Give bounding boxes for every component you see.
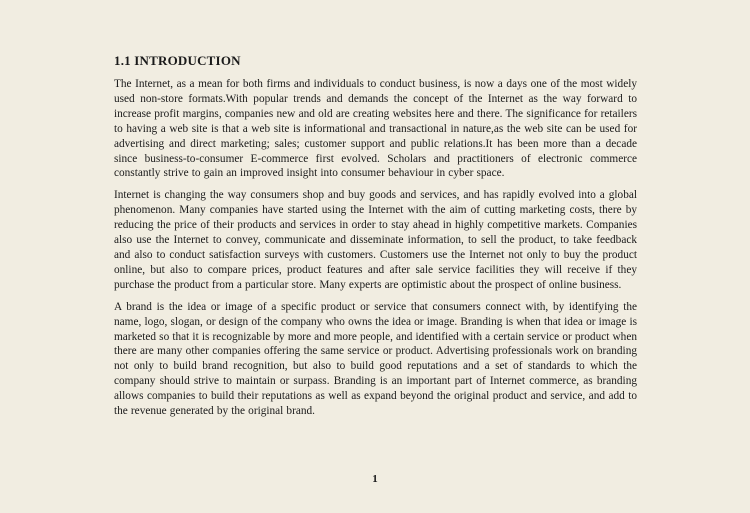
paragraph-branding: A brand is the idea or image of a specific product or service that consumers connect with, by identifying the name, logo, slogan, or design of the company who owns the idea or image. Branding is when that idea or image is marketed so that it is recognizable by more and more people, and identified with a certain service or product when there are many other companies offering the same service or product. Advertising professionals work on branding not only to build brand recognition, but also to build good reputations and a set of standards to which the company should strive to maintain or surpass. Branding is an important part of Internet commerce, as branding allows companies to build their reputations as well as expand beyond the original product and service, and add to the revenue generated by the original brand. (114, 300, 637, 418)
paragraph-internet-shopping: Internet is changing the way consumers shop and buy goods and services, and has rapidly evolved into a global phenomenon. Many companies have started using the Internet with the aim of cutting marketing costs, there by reducing the price of their products and services in order to stay ahead in highly competitive markets. Companies also use the Internet to convey, communicate and disseminate information, to sell the product, to take feedback and also to conduct satisfaction surveys with customers. Customers use the Internet not only to buy the product online, but also to compare prices, product features and after sale service facilities they will receive if they purchase the product from a particular store. Many experts are optimistic about the prospect of online business. (114, 189, 637, 291)
document-page (114, 52, 637, 426)
section-heading: 1.1 INTRODUCTION (114, 53, 241, 68)
paragraph-internet-business: The Internet, as a mean for both firms and individuals to conduct business, is now a days one of the most widely used non-store formats.With popular trends and demands the concept of the Internet as the way forward to increase profit margins, companies new and old are creating websites here and there. The significance for retailers to having a web site is that a web site is informational and transactional in nature,as the web site can be used for advertising and direct marketing; sales; customer support and public relations.It has been more than a decade since business-to-consumer E-commerce first evolved. Scholars and practitioners of electronic commerce constantly strive to gain an improved insight into consumer behaviour in cyber space. (114, 78, 637, 180)
page-number: 1 (372, 473, 378, 485)
